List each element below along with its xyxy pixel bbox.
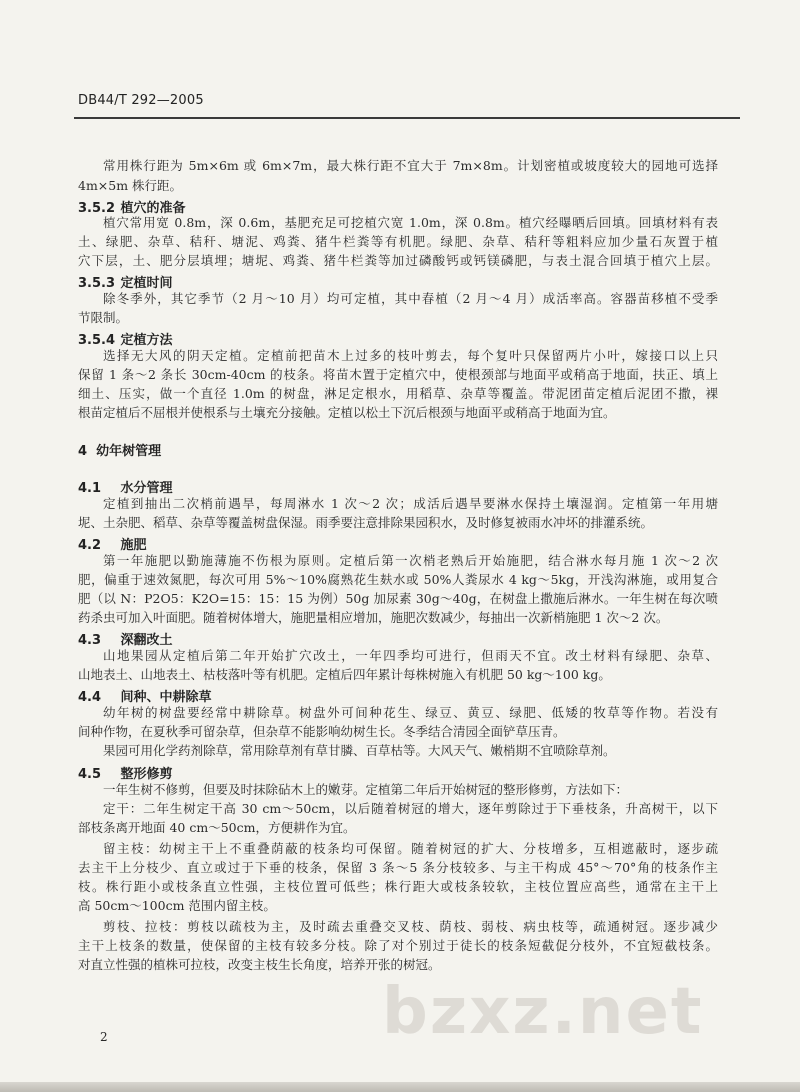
text-line: 除冬季外，其它季节（2 月～10 月）均可定植，其中春植（2 月～4 月）成活率高。容器苗移植不受季 (103, 291, 718, 306)
text-line: 肥（以 N：P2O5：K2O=15：15：15 为例）50g 加尿素 30g～40g，在树盘上撒施后淋水。一年生树在每次喷 (78, 591, 718, 606)
text-line: 留主枝：幼树主干上不重叠荫蔽的枝条均可保留。随着树冠的扩大、分枝增多，互相遮蔽时，逐步疏 (103, 841, 718, 856)
section-title: 定植方法 (120, 333, 173, 348)
section-title: 施肥 (120, 538, 147, 553)
text-line: 保留 1 条～2 条长 30cm-40cm 的枝条。将苗木置于定植穴中，使根颈部与地面平或稍高于地面，扶正、填上 (78, 367, 718, 382)
section-title: 水分管理 (120, 481, 173, 496)
text-line: 去主干上分枝少、直立或过于下垂的枝条，保留 3 条～5 条分枝较多、与主干构成 45°～70°角的枝条作主 (78, 860, 718, 875)
section-heading-4-5 (78, 763, 173, 782)
text-line: 一年生树不修剪，但要及时抹除砧木上的嫩芽。定植第二年后开始树冠的整形修剪，方法如下： (103, 782, 629, 797)
section-number: 4.1 (78, 481, 102, 496)
section-title: 植穴的准备 (120, 201, 186, 216)
text-line: 高 50cm～100cm 范围内留主枝。 (78, 898, 276, 913)
text-line: 细土、压实，做一个直径 1.0m 的树盘，淋足定根水，用稻草、杂草等覆盖。带泥团苗定植后泥团不撒，裸 (78, 386, 718, 401)
text-line: 山地表土、山地表土、枯枝落叶等有机肥。定植后四年累计每株树施入有机肥 50 kg～100 kg。 (78, 667, 611, 682)
text-line: 间种作物，在夏秋季可留杂草，但杂草不能影响幼树生长。冬季结合清园全面铲草压青。 (78, 724, 566, 739)
standard-code: DB44/T 292—2005 (78, 93, 204, 108)
section-heading-4-4 (78, 686, 212, 705)
text-line: 穴下层，土、肥分层填埋；塘坭、鸡粪、猪牛栏粪等加过磷酸钙或钙镁磷肥，与表土混合回填于植穴上层。 (78, 253, 718, 268)
text-line: 主干上枝条的数量，使保留的主枝有较多分枝。除了对个别过于徒长的枝条短截促分枝外，不宜短截枝条。 (78, 938, 718, 953)
section-number: 4.5 (78, 767, 102, 782)
section-heading-4-2 (78, 534, 147, 553)
section-heading-4-3 (78, 629, 173, 648)
text-line: 山地果园从定植后第二年开始扩穴改土，一年四季均可进行，但雨天不宜。改土材料有绿肥、杂草、 (103, 648, 718, 663)
text-line: 果园可用化学药剂除草，常用除草剂有草甘膦、百草枯等。大风天气、嫩梢期不宜喷除草剂。 (103, 743, 616, 758)
text-line: 常用株行距为 5m×6m 或 6m×7m，最大株行距不宜大于 7m×8m。计划密植或坡度较大的园地可选择 (103, 158, 718, 173)
section-heading-3-5-3 (78, 272, 173, 291)
text-line: 植穴常用宽 0.8m，深 0.6m，基肥充足可挖植穴宽 1.0m，深 0.8m。植穴经曝晒后回填。回填材料有表 (103, 215, 718, 230)
text-line: 部枝条离开地面 40 cm～50cm，方便耕作为宜。 (78, 820, 356, 835)
section-title: 间种、中耕除草 (120, 690, 212, 705)
section-number: 3.5.3 (78, 276, 116, 291)
text-line: 定植到抽出二次梢前遇旱，每周淋水 1 次～2 次；成活后遇旱要淋水保持土壤湿润。定植第一年用塘 (103, 496, 718, 511)
section-number: 3.5.2 (78, 201, 116, 216)
text-line: 节限制。 (78, 310, 129, 325)
text-line: 4m×5m 株行距。 (78, 178, 183, 193)
section-number: 4.4 (78, 690, 102, 705)
section-title: 定植时间 (120, 276, 173, 291)
text-line: 枝。株行距小或枝条直立性强，主枝位置可低些；株行距大或枝条较软，主枝位置应高些，通常在主干上 (78, 879, 718, 894)
section-heading-4-1 (78, 477, 173, 496)
text-line: 幼年树的树盘要经常中耕除草。树盘外可间种花生、绿豆、黄豆、绿肥、低矮的牧草等作物。若没有 (103, 705, 718, 720)
text-line: 肥，偏重于速效氮肥，每次可用 5%～10%腐熟花生麸水或 50%人粪尿水 4 kg～5kg，开浅沟淋施，或用复合 (78, 572, 718, 587)
text-line: 定干：二年生树定干高 30 cm～50cm，以后随着树冠的增大，逐年剪除过于下垂枝条，升高树干，以下 (103, 801, 718, 816)
text-line: 坭、土杂肥、稻草、杂草等覆盖树盘保湿。雨季要注意排除果园积水，及时修复被雨水冲坏的排灌系统。 (78, 515, 654, 530)
text-line: 土、绿肥、杂草、秸秆、塘泥、鸡粪、猪牛栏粪等有机肥。绿肥、杂草、秸秆等粗料应加少量石灰置于植 (78, 234, 718, 249)
section-heading-3-5-4 (78, 329, 173, 348)
section-title: 幼年树管理 (96, 444, 162, 459)
section-heading-3-5-2 (78, 197, 186, 216)
header-rule (74, 117, 740, 119)
scan-edge (0, 1082, 800, 1092)
text-line: 第一年施肥以勤施薄施不伤根为原则。定植后第一次梢老熟后开始施肥，结合淋水每月施 1 次～2 次 (103, 553, 718, 568)
page-number: 2 (100, 1030, 108, 1044)
watermark: bzxz.net (382, 975, 704, 1049)
text-line: 药杀虫可加入叶面肥。随着树体增大，施肥量相应增加，施肥次数减少，每抽出一次新梢施肥 1 次～2 次。 (78, 610, 669, 625)
text-line: 剪枝、拉枝：剪枝以疏枝为主，及时疏去重叠交叉枝、荫枝、弱枝、病虫枝等，疏通树冠。逐步减少 (103, 919, 718, 934)
section-number: 4 (78, 444, 88, 459)
section-title: 深翻改土 (120, 633, 173, 648)
text-line: 选择无大风的阴天定植。定植前把苗木上过多的枝叶剪去，每个复叶只保留两片小叶，嫁接口以上只 (103, 348, 718, 363)
text-line: 根苗定植后不屈根并使根系与土壤充分接触。定植以松土下沉后根颈与地面平或稍高于地面为宜。 (78, 405, 616, 420)
section-number: 4.3 (78, 633, 102, 648)
section-number: 4.2 (78, 538, 102, 553)
chapter-heading-4 (78, 440, 161, 459)
text-line: 对直立性强的植株可拉枝，改变主枝生长角度，培养开张的树冠。 (78, 957, 441, 972)
section-number: 3.5.4 (78, 333, 116, 348)
section-title: 整形修剪 (120, 767, 173, 782)
